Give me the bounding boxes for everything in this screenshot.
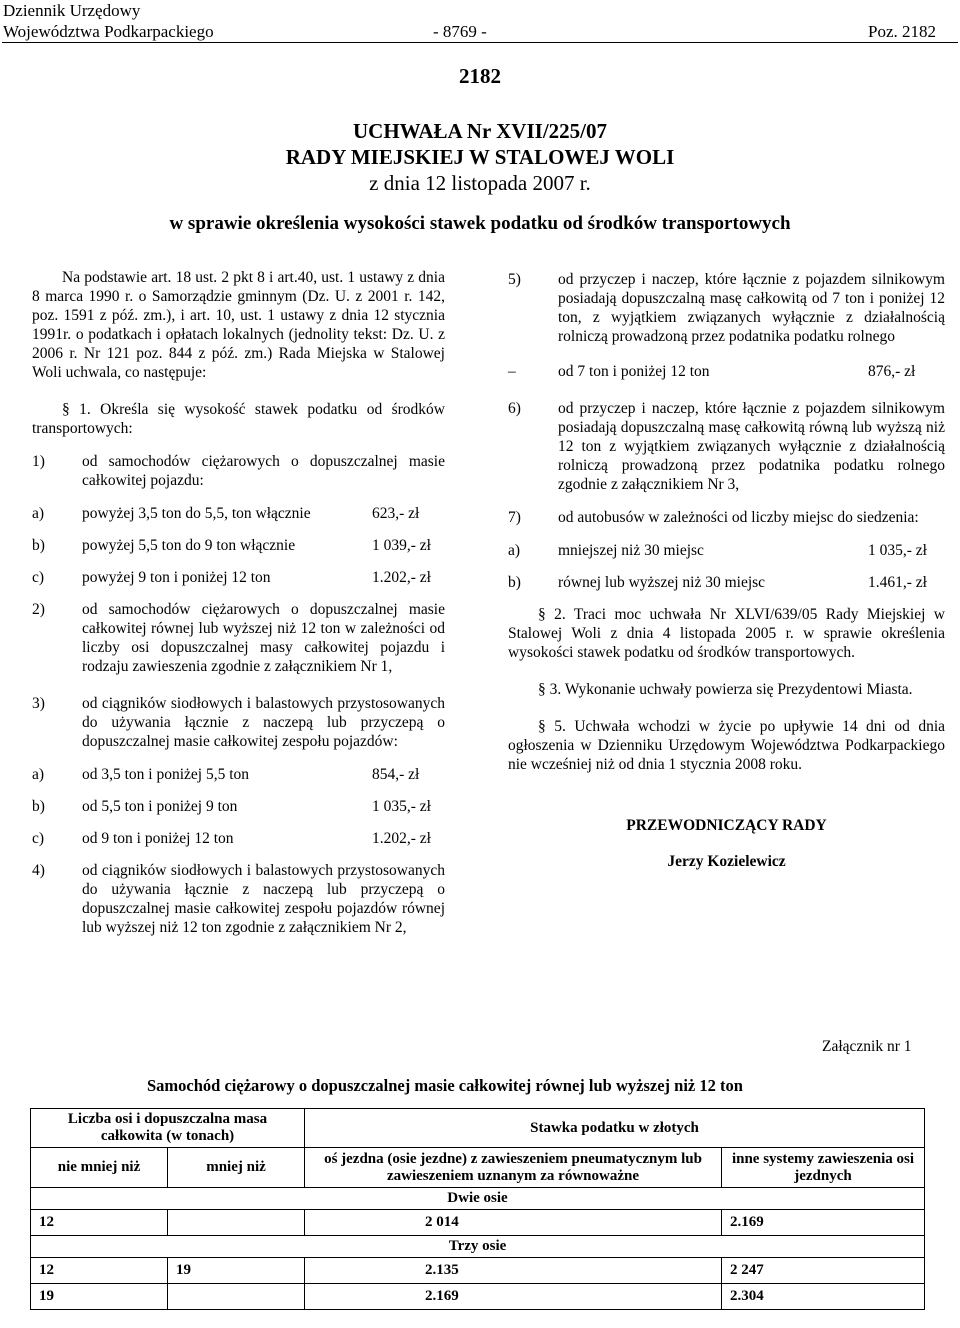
- header-tax-rate: Stawka podatku w złotych: [305, 1109, 925, 1148]
- cell-pneu: 2.135: [305, 1258, 722, 1284]
- cell-max: [168, 1284, 305, 1310]
- group-three-axles: Trzy osie: [31, 1236, 925, 1258]
- item-7: 7) od autobusów w zależności od liczby miejsc do siedzenia:: [508, 509, 919, 526]
- cell-other: 2.169: [722, 1210, 925, 1236]
- group-two-axles: Dwie osie: [31, 1188, 925, 1210]
- rate-label: mniejszej niż 30 miejsc: [558, 542, 704, 559]
- item-5-rate: – od 7 ton i poniżej 12 ton 876,- zł: [508, 363, 916, 380]
- rate-value: 1.461,- zł: [868, 574, 927, 591]
- rate-row: [32, 504, 445, 523]
- journal-line-2: Województwa Podkarpackiego: [3, 22, 214, 41]
- rate-value: 854,- zł: [372, 766, 420, 783]
- paragraph-2: § 2. Traci moc uchwała Nr XLVI/639/05 Rady Miejskiej w Stalowej Woli z dnia 4 listopada 2005 r. w sprawie określenia wysokości stawek podatku od środków transportowych.: [508, 606, 945, 661]
- rate-label: od 5,5 ton i poniżej 9 ton: [82, 798, 238, 815]
- rate-value: 1.202,- zł: [372, 830, 431, 847]
- page-number: - 8769 -: [433, 22, 487, 41]
- header-other: inne systemy zawieszenia osi jezdnych: [722, 1148, 925, 1188]
- rate-row: [32, 829, 445, 848]
- right-column: [508, 270, 945, 871]
- paragraph-1: § 1. Określa się wysokość stawek podatku od środków transportowych:: [32, 401, 445, 437]
- rate-value: 623,- zł: [372, 505, 420, 522]
- rate-letter: b): [32, 798, 45, 815]
- item-7-rates: [508, 541, 945, 592]
- rate-value: 1 035,- zł: [372, 798, 431, 815]
- group-row-two-axles: [31, 1188, 925, 1210]
- paragraph-5: § 5. Uchwała wchodzi w życie po upływie 14 dni od dnia ogłoszenia w Dzienniku Urzędowym Województwa Podkarpackiego nie wcześniej niż od dnia 1 stycznia 2008 roku.: [508, 718, 945, 773]
- rate-label: od 9 ton i poniżej 12 ton: [82, 830, 234, 847]
- rate-letter: c): [32, 569, 45, 586]
- rate-value: 1 035,- zł: [868, 542, 927, 559]
- section-sign: §: [62, 401, 80, 418]
- cell-pneu: 2.169: [305, 1284, 722, 1310]
- table-row: [31, 1258, 925, 1284]
- header-axles-mass: Liczba osi i dopuszczalna masa całkowita (w tonach): [31, 1109, 305, 1148]
- paragraph-3: § 3. Wykonanie uchwały powierza się Prezydentowi Miasta.: [538, 681, 913, 698]
- three-axles-rows: [31, 1258, 925, 1310]
- journal-line-1: Dziennik Urzędowy: [3, 1, 141, 20]
- header-rule: [2, 42, 958, 43]
- rate-row: [508, 541, 945, 560]
- rate-label: powyżej 3,5 ton do 5,5, ton włącznie: [82, 505, 311, 522]
- table-header-row-1: [31, 1109, 925, 1148]
- item-1-rates: [32, 504, 445, 587]
- signature-title: PRZEWODNICZĄCY RADY: [626, 817, 827, 834]
- table-row: [31, 1284, 925, 1310]
- cell-pneu: 2 014: [305, 1210, 722, 1236]
- cell-min: 12: [31, 1210, 168, 1236]
- header-max: mniej niż: [168, 1148, 305, 1188]
- rate-letter: a): [32, 505, 45, 522]
- position-title: 2182: [459, 64, 501, 88]
- header-min: nie mniej niż: [31, 1148, 168, 1188]
- table-header-row-2: [31, 1148, 925, 1188]
- table-row: [31, 1210, 925, 1236]
- rate-row: [32, 536, 445, 555]
- header-pneumatic: oś jezdna (osie jezdne) z zawieszeniem pneumatycznym lub zawieszeniem uznanym za równoważne: [305, 1148, 722, 1188]
- resolution-line-3: z dnia 12 listopada 2007 r.: [369, 171, 591, 195]
- item-4: 4) od ciągników siodłowych i balastowych przystosowanych do używania łącznie z naczepą lub przyczepą o dopuszczalnej masie całkowitej zespołu pojazdów równej lub wyższej niż 12 ton zgodnie z załącznikiem Nr 2,: [32, 862, 445, 936]
- item-3-rates: [32, 765, 445, 848]
- rate-label: od 3,5 ton i poniżej 5,5 ton: [82, 766, 250, 783]
- rate-letter: a): [508, 542, 521, 559]
- rate-letter: c): [32, 830, 45, 847]
- rate-value: 1 039,- zł: [372, 537, 431, 554]
- two-axles-rows: [31, 1210, 925, 1236]
- group-row-three-axles: [31, 1236, 925, 1258]
- cell-min: 12: [31, 1258, 168, 1284]
- preamble: Na podstawie art. 18 ust. 2 pkt 8 i art.40, ust. 1 ustawy z dnia 8 marca 1990 r. o Samorządzie gminnym (Dz. U. z 2001 r. 142, poz. 1591 z póź. zm.), i art. 10, ust. 1 ustawy z dnia 12 stycznia 1991r. o podatkach i opłatach lokalnych (jednolity tekst: Dz. U. z 2006 r. Nr 121 poz. 844 z póź. zm.) Rada Miejska w Stalowej Woli uchwala, co następuje:: [32, 269, 445, 381]
- attachment-label: Załącznik nr 1: [822, 1038, 912, 1055]
- rate-letter: b): [32, 537, 45, 554]
- cell-min: 19: [31, 1284, 168, 1310]
- rate-row: [508, 573, 945, 592]
- resolution-title: [0, 118, 960, 196]
- item-6: 6) od przyczep i naczep, które łącznie z pojazdem silnikowym posiadają dopuszczalną masę całkowitą równą lub wyższą niż 12 ton z wyjątkiem związanych wyłącznie z działalnością rolniczą prowadzoną przez podatnika podatku rolnego zgodnie z załącznikiem Nr 3,: [508, 400, 945, 493]
- rate-row: [32, 765, 445, 784]
- position-number: Poz. 2182: [868, 22, 936, 41]
- resolution-line-2: RADY MIEJSKIEJ W STALOWEJ WOLI: [285, 145, 675, 169]
- item-1: 1) od samochodów ciężarowych o dopuszczalnej masie całkowitej pojazdu:: [32, 453, 445, 489]
- resolution-line-1: UCHWAŁA Nr XVII/225/07: [353, 119, 607, 143]
- signature-name: Jerzy Kozielewicz: [667, 853, 786, 870]
- left-column: [32, 268, 445, 951]
- rate-row: [32, 797, 445, 816]
- cell-max: 19: [168, 1258, 305, 1284]
- cell-other: 2.304: [722, 1284, 925, 1310]
- rate-row: [32, 568, 445, 587]
- rate-label: równej lub wyższej niż 30 miejsc: [558, 574, 766, 591]
- rate-value: 1.202,- zł: [372, 569, 431, 586]
- cell-max: [168, 1210, 305, 1236]
- attachment-title: Samochód ciężarowy o dopuszczalnej masie całkowitej równej lub wyższej niż 12 ton: [147, 1076, 743, 1095]
- tax-rate-table: [30, 1108, 925, 1310]
- cell-other: 2 247: [722, 1258, 925, 1284]
- rate-letter: a): [32, 766, 45, 783]
- item-3: 3) od ciągników siodłowych i balastowych przystosowanych do używania łącznie z naczepą lub przyczepą o dopuszczalnej masie całkowitej zespołu pojazdów:: [32, 695, 445, 750]
- journal-name: [3, 0, 214, 42]
- rate-letter: b): [508, 574, 521, 591]
- item-5: 5) od przyczep i naczep, które łącznie z pojazdem silnikowym posiadają dopuszczalną masę całkowitą od 7 ton i poniżej 12 ton, z wyjątkiem związanych wyłącznie z działalnością rolniczą prowadzoną przez podatnika podatku rolnego: [508, 271, 945, 345]
- resolution-subject: w sprawie określenia wysokości stawek podatku od środków transportowych: [169, 213, 791, 234]
- rate-label: powyżej 5,5 ton do 9 ton włącznie: [82, 537, 296, 554]
- item-2: 2) od samochodów ciężarowych o dopuszczalnej masie całkowitej równej lub wyższej niż 12 ton w zależności od liczby osi dopuszczalnej masy całkowitej pojazdu i rodzaju zawieszenia zgodnie z załącznikiem Nr 1,: [32, 601, 445, 675]
- rate-label: powyżej 9 ton i poniżej 12 ton: [82, 569, 271, 586]
